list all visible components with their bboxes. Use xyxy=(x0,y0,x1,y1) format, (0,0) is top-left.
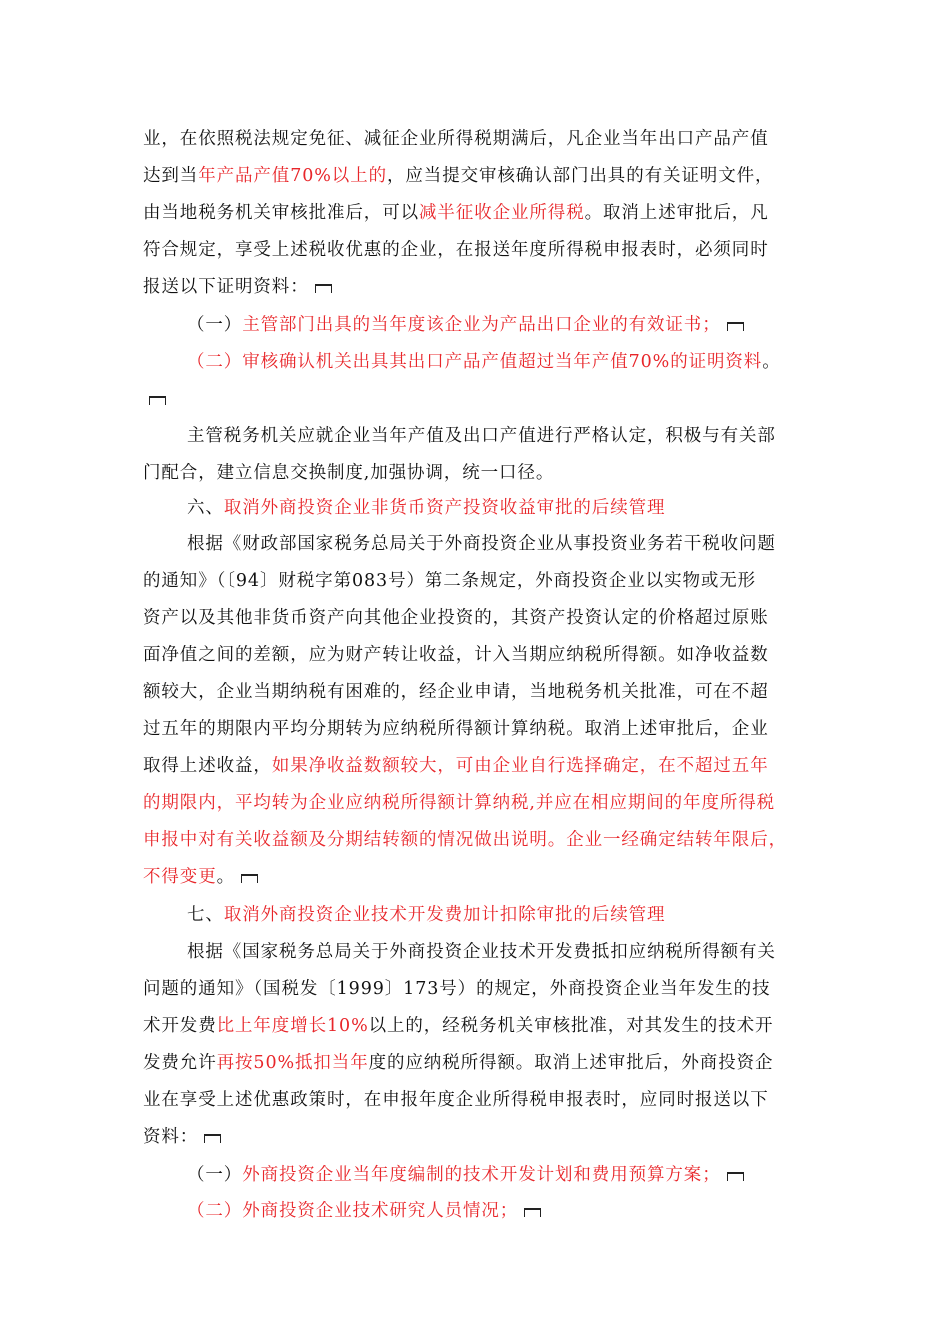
text-line xyxy=(143,232,769,268)
paragraph-mark-icon xyxy=(727,322,744,331)
body-text: 六、 xyxy=(187,498,224,518)
body-text: 符合规定，享受上述税收优惠的企业，在报送年度所得税申报表时，必须同时 xyxy=(143,240,769,260)
highlighted-text: 取消外商投资企业技术开发费加计扣除审批的后续管理 xyxy=(223,905,666,925)
body-text: 度的应纳税所得额。取消上述审批后，外商投资企 xyxy=(368,1053,774,1073)
highlighted-text: 再按50%抵扣当年 xyxy=(216,1053,369,1073)
text-line xyxy=(143,195,769,231)
highlighted-text: 不得变更 xyxy=(143,867,217,887)
text-line xyxy=(143,971,771,1007)
body-text: 根据《国家税务总局关于外商投资企业技术开发费抵扣应纳税所得额有关 xyxy=(187,942,776,962)
body-text: ，应当提交审核确认部门出具的有关证明文件， xyxy=(387,166,774,186)
text-line xyxy=(143,1119,221,1155)
text-line xyxy=(187,307,744,343)
text-line xyxy=(143,748,769,784)
highlighted-text: 的期限内，平均转为企业应纳税所得额计算纳税,并应在相应期间的年度所得税 xyxy=(143,793,776,813)
text-line xyxy=(143,1082,769,1118)
paragraph-mark-icon xyxy=(727,1172,744,1181)
body-text: 资料： xyxy=(143,1127,199,1147)
body-text: 。 xyxy=(762,352,781,372)
body-text: 。取消上述审批后，凡 xyxy=(584,203,769,223)
text-line xyxy=(143,455,554,491)
body-text: 主管税务机关应就企业当年产值及出口产值进行严格认定，积极与有关部 xyxy=(187,426,776,446)
body-text: 取得上述收益， xyxy=(143,756,272,776)
paragraph-mark-icon xyxy=(241,874,258,883)
body-text: 额较大，企业当期纳税有困难的，经企业申请，当地税务机关批准，可在不超 xyxy=(143,682,769,702)
body-text: 业在享受上述优惠政策时，在申报年度企业所得税申报表时，应同时报送以下 xyxy=(143,1090,769,1110)
highlighted-text: 取消外商投资企业非货币资产投资收益审批的后续管理 xyxy=(223,498,666,518)
text-line xyxy=(143,711,769,747)
text-line xyxy=(143,563,756,599)
text-line xyxy=(187,934,776,970)
text-line xyxy=(143,600,769,636)
text-line xyxy=(143,822,787,858)
body-text: （一） xyxy=(187,315,243,335)
body-text: 发费允许 xyxy=(143,1053,217,1073)
highlighted-text: （二）外商投资企业技术研究人员情况； xyxy=(187,1201,519,1221)
text-line xyxy=(187,526,776,562)
body-text: 门配合，建立信息交换制度,加强协调，统一口径。 xyxy=(143,463,555,483)
paragraph-mark-icon xyxy=(315,284,332,293)
body-text: 面净值之间的差额，应为财产转让收益，计入当期应纳税所得额。如净收益数 xyxy=(143,645,769,665)
highlighted-text: 外商投资企业当年度编制的技术开发计划和费用预算方案； xyxy=(242,1165,721,1185)
highlighted-text: 主管部门出具的当年度该企业为产品出口企业的有效证书； xyxy=(242,315,721,335)
paragraph-mark-icon xyxy=(524,1208,541,1217)
body-text: （一） xyxy=(187,1165,243,1185)
text-line xyxy=(187,490,665,526)
highlighted-text: 申报中对有关收益额及分期结转额的情况做出说明。企业一经确定结转年限后， xyxy=(143,830,787,850)
text-line xyxy=(143,1008,773,1044)
text-line xyxy=(143,158,773,194)
body-text: 达到当 xyxy=(143,166,199,186)
body-text: 根据《财政部国家税务总局关于外商投资企业从事投资业务若干税收问题 xyxy=(187,534,776,554)
text-line xyxy=(187,1193,541,1229)
highlighted-text: 比上年度增长10% xyxy=(216,1016,369,1036)
paragraph-mark-icon xyxy=(204,1134,221,1143)
body-text: 的通知》（〔94〕财税字第083号）第二条规定，外商投资企业以实物或无形 xyxy=(143,571,757,591)
highlighted-text: （二）审核确认机关出具其出口产品产值超过当年产值70%的证明资料 xyxy=(187,352,763,372)
highlighted-text: 如果净收益数额较大，可由企业自行选择确定，在不超过五年 xyxy=(271,756,769,776)
body-text: 资产以及其他非货币资产向其他企业投资的，其资产投资认定的价格超过原账 xyxy=(143,608,769,628)
text-line xyxy=(187,897,665,933)
body-text: 问题的通知》（国税发〔1999〕173号）的规定，外商投资企业当年发生的技 xyxy=(143,979,771,999)
body-text: 。 xyxy=(216,867,236,887)
body-text: 报送以下证明资料： xyxy=(143,277,309,297)
text-line xyxy=(143,121,769,157)
text-line xyxy=(187,418,776,454)
text-line xyxy=(143,674,769,710)
body-text: 七、 xyxy=(187,905,224,925)
text-line xyxy=(143,637,769,673)
highlighted-text: 减半征收企业所得税 xyxy=(419,203,585,223)
highlighted-text: 年产品产值70%以上的 xyxy=(198,166,387,186)
body-text: 业，在依照税法规定免征、减征企业所得税期满后，凡企业当年出口产品产值 xyxy=(143,129,769,149)
text-line xyxy=(143,381,166,417)
text-line xyxy=(143,859,258,895)
text-line xyxy=(187,1157,744,1193)
text-line xyxy=(143,1045,773,1081)
text-line xyxy=(143,785,775,821)
paragraph-mark-icon xyxy=(149,396,166,405)
body-text: 由当地税务机关审核批准后，可以 xyxy=(143,203,419,223)
body-text: 以上的，经税务机关审核批准，对其发生的技术开 xyxy=(368,1016,774,1036)
body-text: 术开发费 xyxy=(143,1016,217,1036)
text-line xyxy=(143,269,332,305)
body-text: 过五年的期限内平均分期转为应纳税所得额计算纳税。取消上述审批后，企业 xyxy=(143,719,769,739)
text-line xyxy=(187,344,781,380)
